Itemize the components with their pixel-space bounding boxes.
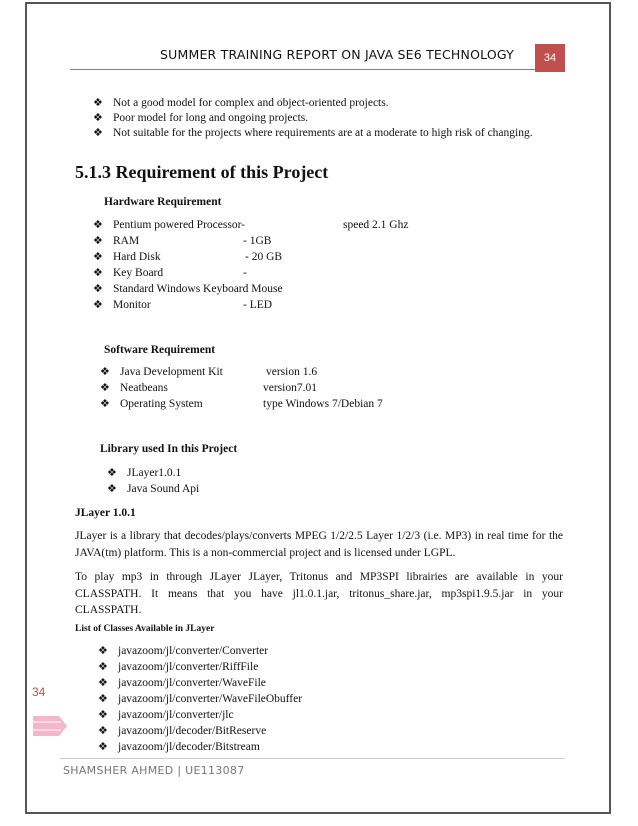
- section-heading: 5.1.3 Requirement of this Project: [75, 162, 329, 182]
- header-rule: [70, 69, 536, 70]
- class-item: javazoom/jl/converter/WaveFileObuffer: [118, 693, 303, 705]
- software-item-value: version 1.6: [266, 366, 318, 378]
- bullet-icon: ❖: [107, 482, 117, 495]
- library-item: Java Sound Api: [127, 483, 200, 495]
- class-item: javazoom/jl/decoder/Bitstream: [118, 741, 260, 753]
- class-item: javazoom/jl/converter/RiffFile: [118, 661, 259, 673]
- class-item: javazoom/jl/converter/Converter: [118, 645, 269, 657]
- bullet-icon: ❖: [98, 708, 108, 721]
- bullet-icon: ❖: [98, 724, 108, 737]
- software-item-value: version7.01: [263, 382, 317, 394]
- bullet-icon: ❖: [93, 126, 103, 139]
- hardware-item-value: - LED: [243, 299, 273, 311]
- hardware-item-name: Key Board: [113, 267, 164, 279]
- software-item-name: Operating System: [120, 398, 203, 410]
- hardware-requirement-heading: Hardware Requirement: [104, 196, 222, 208]
- bullet-icon: ❖: [107, 466, 117, 479]
- list-item-text: Not a good model for complex and object-oriented projects.: [113, 97, 389, 109]
- bullet-icon: ❖: [93, 298, 103, 311]
- bullet-icon: ❖: [100, 397, 110, 410]
- library-item: JLayer1.0.1: [127, 467, 182, 479]
- footer-author: SHAMSHER AHMED | UE113087: [63, 764, 245, 777]
- jlayer-heading: JLayer 1.0.1: [75, 507, 136, 519]
- software-requirement-heading: Software Requirement: [104, 344, 216, 356]
- bullet-icon: ❖: [98, 692, 108, 705]
- hardware-item-value: -: [243, 267, 247, 279]
- library-heading: Library used In this Project: [100, 443, 238, 455]
- bullet-icon: ❖: [93, 266, 103, 279]
- list-item-text: Not suitable for the projects where requirements are at a moderate to high risk of changing.: [113, 127, 533, 139]
- hardware-item-name: Pentium powered Processor-: [113, 219, 245, 231]
- classes-heading: List of Classes Available in JLayer: [75, 624, 215, 634]
- class-item: javazoom/jl/decoder/BitReserve: [118, 725, 267, 737]
- side-page-number: 34: [32, 685, 46, 699]
- bullet-icon: ❖: [98, 676, 108, 689]
- hardware-item-name: RAM: [113, 235, 140, 247]
- bullet-icon: ❖: [100, 365, 110, 378]
- class-item: javazoom/jl/converter/jlc: [118, 709, 234, 721]
- bullet-icon: ❖: [93, 250, 103, 263]
- bullet-icon: ❖: [93, 282, 103, 295]
- hardware-item-value: - 20 GB: [245, 251, 283, 263]
- bullet-icon: ❖: [93, 96, 103, 109]
- bullet-icon: ❖: [98, 740, 108, 753]
- class-item: javazoom/jl/converter/WaveFile: [118, 677, 266, 689]
- jlayer-paragraph: JLayer is a library that decodes/plays/converts MPEG 1/2/2.5 Layer 1/2/3 (i.e. MP3) in real time for the JAVA(tm) platform. This is a non-commercial project and is licensed under LGPL.: [75, 530, 563, 559]
- bullet-icon: ❖: [93, 111, 103, 124]
- jlayer-paragraph: To play mp3 in through JLayer JLayer, Tritonus and MP3SPI librairies are available in your CLASSPATH. It means that you have jl1.0.1.jar, tritonus_share.jar, mp3spi1.9.5.jar in your CLASSPATH.: [75, 571, 563, 616]
- bullet-icon: ❖: [98, 660, 108, 673]
- running-header-title: SUMMER TRAINING REPORT ON JAVA SE6 TECHNOLOGY: [160, 47, 514, 62]
- bullet-icon: ❖: [93, 234, 103, 247]
- header-page-number: 34: [535, 44, 565, 72]
- software-item-value: type Windows 7/Debian 7: [263, 398, 383, 410]
- page-tab-icon: [33, 712, 69, 740]
- hardware-item-name: Monitor: [113, 299, 151, 311]
- bullet-icon: ❖: [93, 218, 103, 231]
- bullet-icon: ❖: [98, 644, 108, 657]
- software-item-name: Neatbeans: [120, 382, 168, 394]
- hardware-item-value: - 1GB: [243, 235, 272, 247]
- hardware-item-name: Standard Windows Keyboard Mouse: [113, 283, 283, 295]
- footer-rule: [60, 758, 565, 759]
- bullet-icon: ❖: [100, 381, 110, 394]
- software-item-name: Java Development Kit: [120, 366, 223, 378]
- hardware-item-name: Hard Disk: [113, 251, 161, 263]
- list-item-text: Poor model for long and ongoing projects.: [113, 112, 309, 124]
- hardware-item-value: speed 2.1 Ghz: [343, 219, 409, 231]
